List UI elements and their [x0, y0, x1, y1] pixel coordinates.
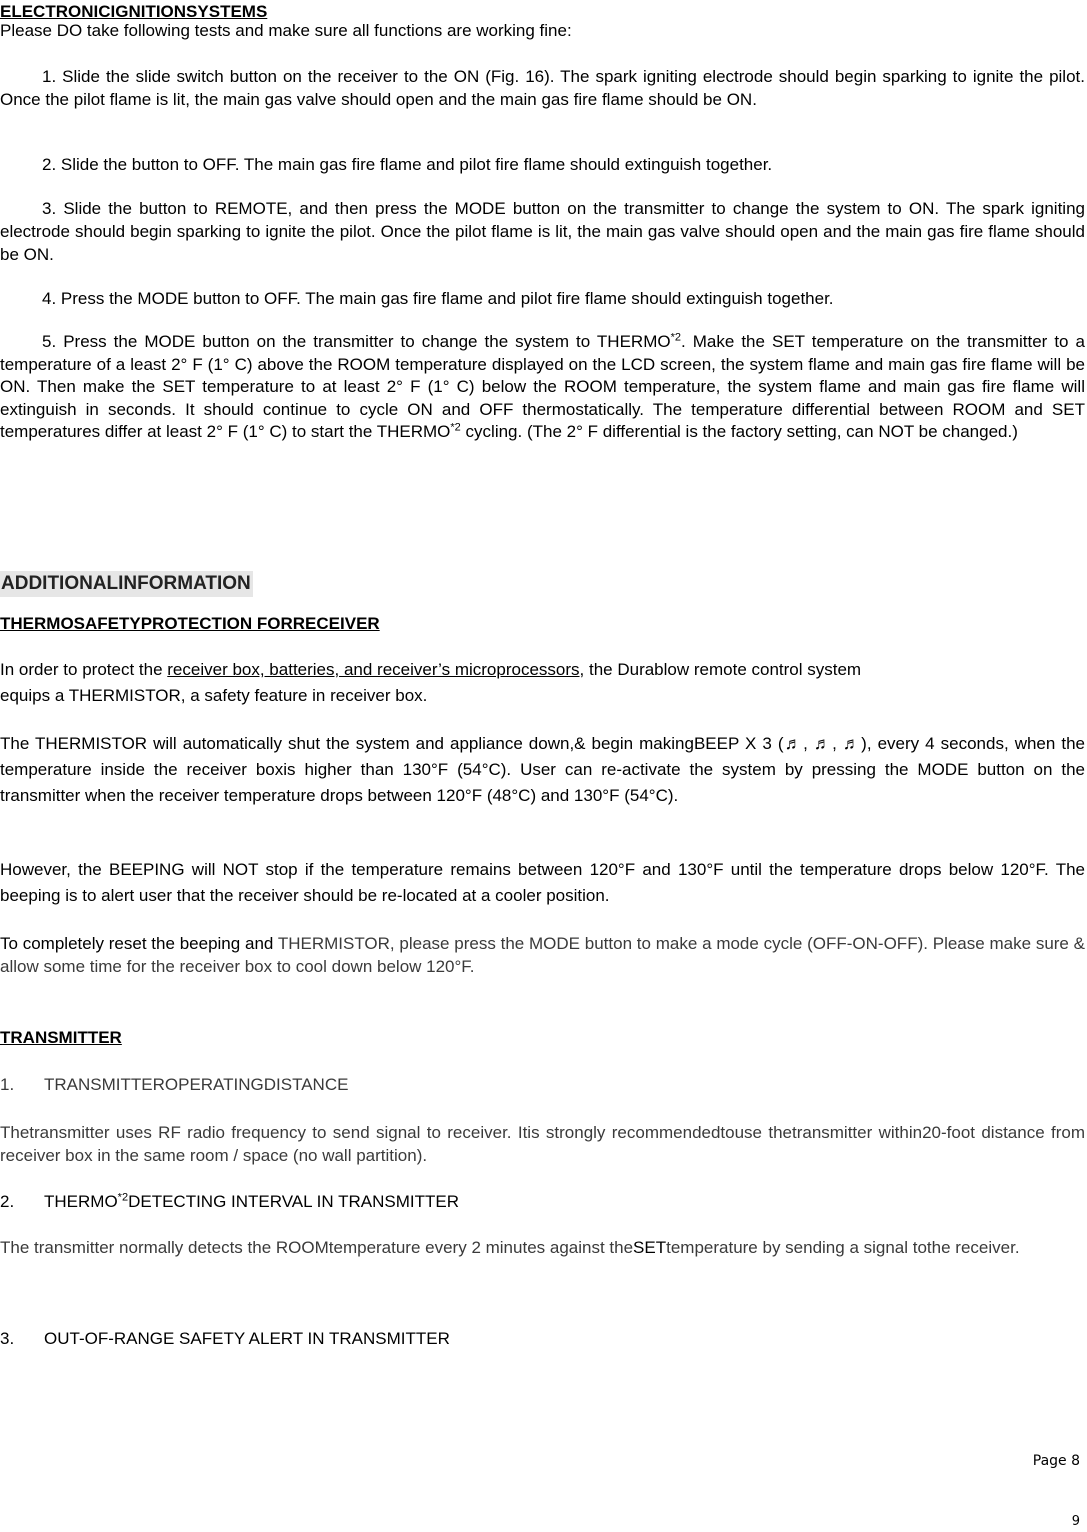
item-title-a: THERMO: [44, 1192, 118, 1211]
protection-text-c: equips a THERMISTOR, a safety feature in receiver box.: [0, 686, 428, 705]
step5-part-c: cycling. (The 2° F differential is the factory setting, can NOT be changed.): [460, 422, 1018, 441]
protected-components: receiver box, batteries, and receiver’s microprocessors: [167, 660, 580, 679]
test-step-5: [0, 331, 1085, 444]
beeping-paragraph: However, the BEEPING will NOT stop if the temperature remains between 120°F and 130°F until the temperature drops below 120°F. The beeping is to alert user that the receiver should be re-located at a cooler position.: [0, 860, 1085, 905]
protection-paragraph: [0, 657, 1085, 709]
transmitter-item-1-title: [0, 1073, 1085, 1096]
transmitter-item-2-body: [0, 1236, 1085, 1259]
item-title: TRANSMITTEROPERATINGDISTANCE: [44, 1075, 349, 1094]
item-title: OUT-OF-RANGE SAFETY ALERT IN TRANSMITTER: [44, 1329, 450, 1348]
set-label: SET: [633, 1238, 667, 1257]
transmitter-item-2-title: [0, 1190, 1085, 1213]
intro-text: Please DO take following tests and make sure all functions are working fine:: [0, 21, 572, 40]
heading-transmitter: TRANSMITTER: [0, 1028, 122, 1047]
test-step-1: 1. Slide the slide switch button on the receiver to the ON (Fig. 16). The spark igniting electrode should begin sparking to ignite the pilot. Once the pilot flame is lit, the main gas valve should open and the main gas fire flame should be ON.: [0, 67, 1085, 109]
page-number: 9: [1071, 1514, 1080, 1529]
page-label: Page 8: [1032, 1453, 1080, 1469]
item-title-b: DETECTING INTERVAL IN TRANSMITTER: [128, 1192, 459, 1211]
test-step-2: 2. Slide the button to OFF. The main gas fire flame and pilot fire flame should extinguish together.: [42, 155, 773, 174]
heading-electronic-ignition: ELECTRONICIGNITIONSYSTEMS: [0, 2, 268, 21]
reset-text-a: To completely reset the beeping and: [0, 934, 278, 953]
transmitter-item-3-title: [0, 1327, 1085, 1350]
step5-part-a: 5. Press the MODE button on the transmitter to change the system to THERMO: [42, 332, 671, 351]
item-2-body-b: temperature by sending a signal tothe receiver.: [666, 1238, 1020, 1257]
footnote-mark: *2: [670, 331, 681, 344]
transmitter-item-1-body: Thetransmitter uses RF radio frequency to send signal to receiver. Itis strongly recommendedtouse thetransmitter within20-foot distance from receiver box in the same room / space (no wall partition).: [0, 1123, 1085, 1165]
item-2-body-a: The transmitter normally detects the ROOMtemperature every 2 minutes against the: [0, 1238, 634, 1257]
item-number: 2.: [0, 1192, 15, 1211]
test-step-3: 3. Slide the button to REMOTE, and then press the MODE button on the transmitter to change the system to ON. The spark igniting electrode should begin sparking to ignite the pilot. Once the pilot flame is lit, the main gas valve should open and the main gas fire flame should be ON.: [0, 199, 1085, 264]
item-number: 1.: [0, 1075, 15, 1094]
protection-text-a: In order to protect the: [0, 660, 168, 679]
reset-text-b: THERMISTOR, please press the MODE button to make a mode cycle (OFF-ON-OFF). Please make sure & allow some time for the receiver box to cool down below 120°F.: [0, 934, 1085, 976]
footnote-mark: *2: [450, 421, 461, 434]
test-step-4: 4. Press the MODE button to OFF. The main gas fire flame and pilot fire flame should extinguish together.: [42, 289, 834, 308]
heading-thermo-safety: THERMOSAFETYPROTECTION FORRECEIVER: [0, 614, 380, 633]
thermistor-paragraph: The THERMISTOR will automatically shut the system and appliance down,& begin makingBEEP X 3 (♬, ♬, ♬), every 4 seconds, when the temperature inside the receiver boxis higher than 130°F (54°C). User can re-activate the system by pressing the MODE button on the transmitter when the receiver temperature drops between 120°F (48°C) and 130°F (54°C).: [0, 734, 1085, 805]
step5-part-b: . Make the SET temperature on the transmitter to a temperature of a least 2° F (1° C) above the ROOM temperature displayed on the LCD screen, the system flame and main gas fire flame will be ON. Then make the SET temperature to at least 2° F (1° C) below the ROOM temperature, the system flame and main gas fire flame will extinguish in seconds. It should continue to cycle ON and OFF thermostatically. The temperature differential between ROOM and SET temperatures differ at least 2° F (1° C) to start the THERMO: [0, 332, 1085, 441]
protection-text-b: , the Durablow remote control system: [579, 660, 862, 679]
item-number: 3.: [0, 1329, 15, 1348]
section-title-additional-information: ADDITIONALINFORMATION: [0, 571, 253, 597]
reset-paragraph: [0, 932, 1085, 978]
footnote-mark: *2: [117, 1191, 129, 1204]
